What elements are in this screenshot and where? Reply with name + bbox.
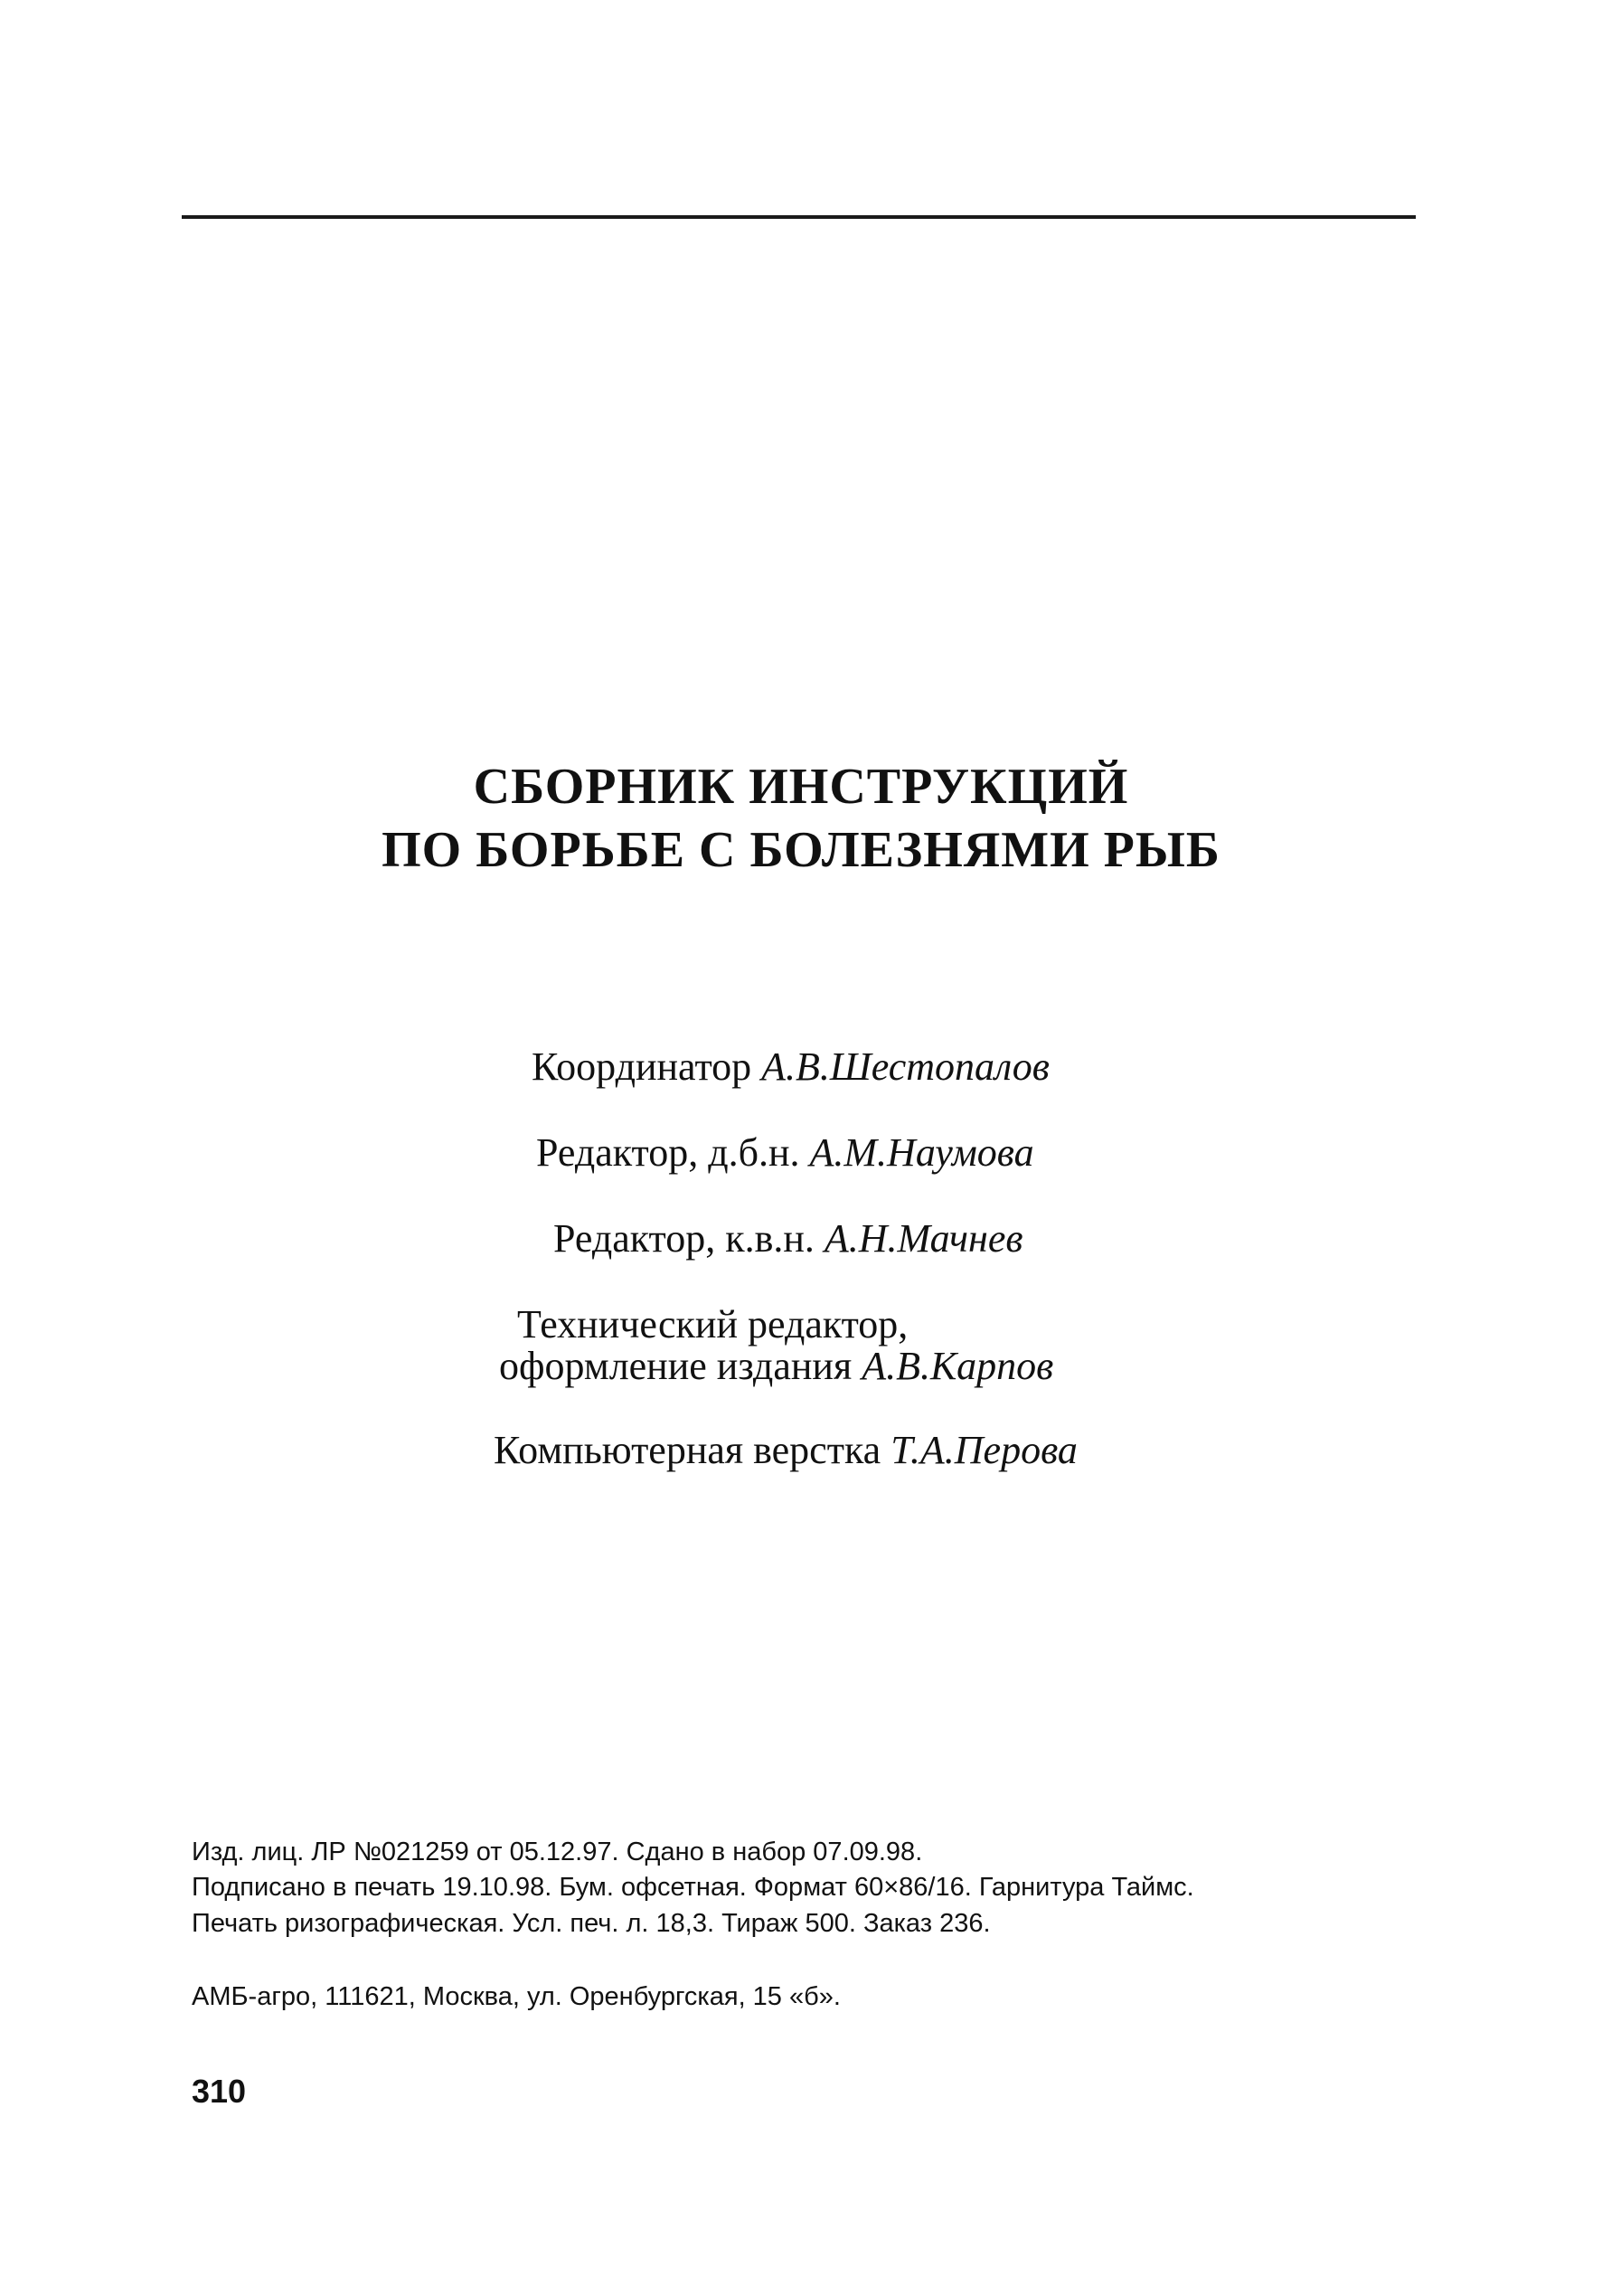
- credit-role: Координатор: [532, 1044, 752, 1089]
- page-number: 310: [192, 2073, 247, 2110]
- credit-coordinator: [532, 1044, 1050, 1089]
- credit-role: оформление издания: [499, 1344, 853, 1388]
- title-line-1: СБОРНИК ИНСТРУКЦИЙ: [473, 759, 1129, 815]
- credit-tech-editor-role: Технический редактор,: [517, 1302, 909, 1346]
- title-line-2: ПО БОРЬБЕ С БОЛЕЗНЯМИ РЫБ: [382, 822, 1220, 878]
- credit-role: Редактор, д.б.н.: [536, 1130, 800, 1175]
- top-rule: [182, 215, 1416, 219]
- imprint-line-3: Печать ризографическая. Усл. печ. л. 18,3. Тираж 500. Заказ 236.: [192, 1909, 991, 1938]
- credit-name: А.Н.Мачнев: [824, 1216, 1023, 1261]
- credit-name: А.В.Карпов: [862, 1344, 1054, 1388]
- credit-name: А.В.Шестопалов: [761, 1044, 1050, 1089]
- credit-role: Компьютерная верстка: [494, 1428, 881, 1472]
- credit-editor-2: [553, 1216, 1023, 1261]
- imprint-line-1: Изд. лиц. ЛР №021259 от 05.12.97. Сдано в набор 07.09.98.: [192, 1838, 923, 1866]
- imprint-line-2: Подписано в печать 19.10.98. Бум. офсетная. Формат 60×86/16. Гарнитура Таймс.: [192, 1873, 1194, 1902]
- credit-name: Т.А.Перова: [891, 1428, 1078, 1472]
- credit-name: А.М.Наумова: [809, 1130, 1034, 1175]
- credit-editor-1: [536, 1130, 1034, 1175]
- credit-layout: [494, 1428, 1078, 1472]
- publisher-address: АМБ-агро, 111621, Москва, ул. Оренбургская, 15 «б».: [192, 1982, 841, 2011]
- credit-tech-editor: [499, 1346, 1053, 1386]
- credit-role: Редактор, к.в.н.: [553, 1216, 815, 1261]
